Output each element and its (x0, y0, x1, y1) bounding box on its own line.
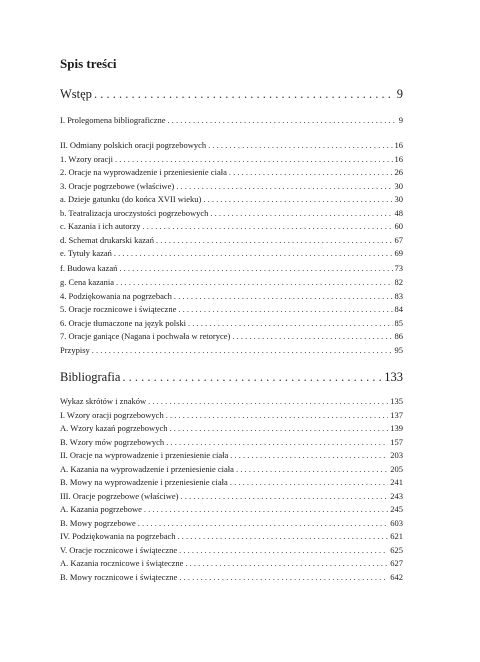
toc-entry (60, 115, 403, 126)
toc-entry-page: 241 (390, 477, 403, 487)
dot-leader (180, 491, 388, 502)
dot-leader (92, 345, 393, 356)
dot-leader (210, 208, 392, 219)
toc-entry (60, 235, 403, 246)
toc-entry-page: 642 (390, 571, 403, 582)
toc-entry (60, 531, 403, 542)
dot-leader (203, 194, 392, 205)
toc-entry-page: 82 (394, 277, 403, 287)
toc-entry-page: 625 (390, 544, 403, 555)
toc-entry (60, 396, 403, 407)
toc-entry-page: 603 (390, 517, 403, 528)
toc-entry-page: 84 (394, 304, 403, 314)
toc-entry (60, 304, 403, 315)
toc-entry (60, 87, 403, 102)
toc-entry-page: 157 (390, 436, 403, 447)
dot-leader (94, 87, 395, 102)
toc-entry-label: B. Mowy pogrzebowe (60, 517, 136, 528)
dot-leader (144, 504, 388, 515)
toc-entry-page: 26 (394, 167, 403, 177)
toc-entry (60, 140, 403, 151)
toc-entry-page: 621 (390, 531, 403, 541)
toc-entry-page: 86 (394, 331, 403, 341)
toc-entry-page: 95 (394, 344, 403, 355)
toc-entry (60, 221, 403, 232)
toc-entry (60, 154, 403, 165)
toc-entry-page: 139 (390, 423, 403, 433)
toc-entry-page: 30 (394, 194, 403, 204)
toc-entry-page: 69 (394, 248, 403, 258)
toc-entry-page: 137 (390, 409, 403, 420)
toc-entry (60, 291, 403, 302)
toc-entry-label: Przypisy (60, 344, 90, 355)
toc-entry-page: 9 (398, 115, 403, 125)
dot-leader (142, 221, 392, 232)
dot-leader (236, 464, 388, 475)
toc-entry (60, 504, 403, 515)
toc-entry (60, 194, 403, 205)
toc-entry-page: 85 (394, 317, 403, 328)
toc-entry-page: 245 (390, 504, 403, 514)
toc-entry-label: 7. Oracje ganiące (Nagana i pochwała w retoryce) (60, 331, 231, 341)
toc-entry-label: A. Kazania na wyprowadzenie i przeniesienie ciała (60, 463, 234, 474)
dot-leader (232, 331, 392, 342)
dot-leader (122, 370, 382, 385)
toc-entry-label: I. Wzory oracji pogrzebowych (60, 409, 164, 420)
toc-entry-page: 203 (390, 450, 403, 460)
toc-entry (60, 491, 403, 502)
dot-leader (176, 181, 392, 192)
dot-leader (166, 437, 388, 448)
dot-leader (166, 410, 389, 421)
toc-entry-label: c. Kazania i ich autorzy (60, 221, 141, 231)
toc-entry-label: g. Cena kazania (60, 277, 115, 287)
toc-entry-label: II. Oracje na wyprowadzenie i przeniesienie ciała (60, 450, 229, 460)
toc-entry-label: II. Odmiany polskich oracji pogrzebowych (60, 140, 207, 150)
dot-leader (169, 423, 388, 434)
toc-entry (60, 545, 403, 556)
toc-entry-page: 205 (390, 463, 403, 474)
toc-entry (60, 572, 403, 583)
toc-entry (60, 423, 403, 434)
toc-entry-label: A. Kazania rocznicowe i świąteczne (60, 558, 184, 568)
dot-leader (138, 518, 388, 529)
toc-entry-label: 5. Oracje rocznicowe i świąteczne (60, 304, 177, 314)
toc-entry-label: 3. Oracje pogrzebowe (właściwe) (60, 180, 175, 191)
toc-entry-page: 243 (390, 490, 403, 501)
toc-entry-page: 60 (394, 221, 403, 231)
dot-leader (114, 248, 393, 259)
dot-leader (119, 263, 392, 274)
toc-entry (60, 437, 403, 448)
toc-entry-label: 2. Oracje na wyprowadzenie i przeniesienie ciała (60, 167, 227, 177)
toc-entry (60, 248, 403, 259)
toc-entry (60, 167, 403, 178)
toc-entry-label: B. Wzory mów pogrzebowych (60, 436, 165, 447)
dot-leader (208, 140, 392, 151)
toc-entry-label: d. Schemat drukarski kazań (60, 234, 154, 245)
toc-entry-label: 1. Wzory oracji (60, 153, 113, 164)
toc-entry-label: Wstęp (60, 87, 92, 101)
toc-entry-label: A. Kazania pogrzebowe (60, 504, 142, 514)
toc-entry-page: 9 (396, 87, 403, 101)
dot-leader (148, 396, 388, 407)
toc-entry (60, 450, 403, 461)
toc-entry (60, 477, 403, 488)
toc-entry-page: 627 (390, 558, 403, 568)
toc-entry (60, 318, 403, 329)
dot-leader (185, 558, 388, 569)
toc-list (60, 0, 403, 662)
toc-entry-label: V. Oracje rocznicowe i świąteczne (60, 544, 178, 555)
dot-leader (174, 291, 393, 302)
toc-entry (60, 181, 403, 192)
toc-entry (60, 370, 403, 385)
toc-entry-page: 67 (394, 234, 403, 245)
toc-entry-label: Bibliografia (60, 370, 121, 384)
dot-leader (168, 115, 397, 126)
dot-leader (188, 318, 392, 329)
toc-entry-label: I. Prolegomena bibliograficzne (60, 115, 166, 125)
toc-entry-page: 48 (394, 207, 403, 218)
toc-entry (60, 345, 403, 356)
dot-leader (156, 235, 393, 246)
toc-entry-label: IV. Podziękowania na pogrzebach (60, 531, 176, 541)
toc-entry-label: f. Budowa kazań (60, 263, 118, 273)
toc-entry-label: A. Wzory kazań pogrzebowych (60, 423, 168, 433)
toc-entry (60, 518, 403, 529)
dot-leader (115, 154, 393, 165)
dot-leader (179, 572, 388, 583)
dot-leader (116, 277, 392, 288)
toc-entry (60, 277, 403, 288)
toc-entry-label: e. Tytuły kazań (60, 248, 112, 258)
toc-entry-label: b. Teatralizacja uroczystości pogrzebowych (60, 207, 209, 218)
toc-entry-page: 135 (390, 396, 403, 406)
toc-entry-label: 4. Podziękowania na pogrzebach (60, 290, 172, 301)
toc-entry (60, 558, 403, 569)
dot-leader (230, 477, 388, 488)
dot-leader (179, 545, 388, 556)
dot-leader (178, 304, 392, 315)
toc-entry-page: 16 (394, 140, 403, 150)
toc-entry-label: B. Mowy rocznicowe i świąteczne (60, 571, 178, 582)
toc-entry (60, 208, 403, 219)
toc-entry-label: III. Oracje pogrzebowe (właściwe) (60, 490, 179, 501)
toc-entry (60, 263, 403, 274)
dot-leader (230, 450, 388, 461)
toc-entry (60, 331, 403, 342)
toc-entry (60, 410, 403, 421)
toc-entry-label: 6. Oracje tłumaczone na język polski (60, 317, 187, 328)
toc-entry-page: 83 (394, 290, 403, 301)
toc-title: Spis treści (60, 56, 117, 71)
toc-entry-label: a. Dzieje gatunku (do końca XVII wieku) (60, 194, 202, 204)
toc-entry-page: 73 (394, 263, 403, 273)
dot-leader (229, 167, 393, 178)
toc-entry-page: 133 (384, 370, 403, 384)
dot-leader (178, 531, 389, 542)
toc-entry-label: B. Mowy na wyprowadzenie i przeniesienie ciała (60, 477, 228, 487)
toc-entry-label: Wykaz skrótów i znaków (60, 396, 147, 406)
toc-entry (60, 464, 403, 475)
toc-entry-page: 30 (394, 180, 403, 191)
toc-entry-page: 16 (394, 153, 403, 164)
